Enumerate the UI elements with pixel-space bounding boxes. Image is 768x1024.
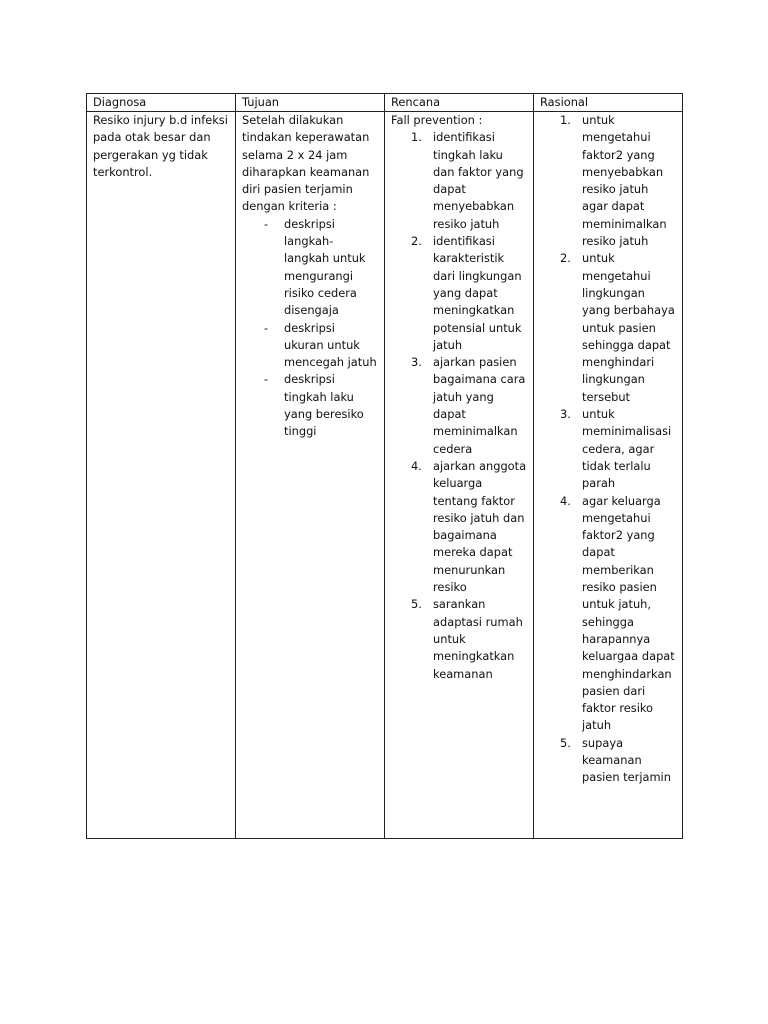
- item-number: 5.: [411, 597, 422, 612]
- dash-marker: -: [264, 372, 269, 387]
- item-number: 3.: [411, 355, 422, 370]
- header-rencana: Rencana: [385, 94, 534, 112]
- list-item: [242, 216, 378, 320]
- list-item: [540, 406, 676, 492]
- header-tujuan: Tujuan: [236, 94, 385, 112]
- table-row: [87, 112, 683, 839]
- list-item: [242, 320, 378, 372]
- cell-tujuan: [236, 112, 385, 839]
- item-number: 1.: [560, 113, 571, 127]
- criteria-text: deskripsi ukuran untuk mencegah jatuh: [284, 320, 377, 370]
- cell-diagnosa: [87, 112, 236, 839]
- dash-marker: -: [264, 216, 269, 231]
- tujuan-criteria-list: [242, 216, 378, 441]
- dash-marker: -: [264, 320, 269, 335]
- table-header-row: [87, 94, 683, 112]
- nursing-care-plan-table: [86, 93, 683, 839]
- list-item: [391, 458, 527, 596]
- rencana-list: [391, 129, 527, 683]
- item-text: untuk mengetahui lingkungan yang berbahaya untuk pasien sehingga dapat menghindari lingkungan tersebut: [582, 251, 675, 404]
- header-diagnosa: Diagnosa: [87, 94, 236, 112]
- item-text: sarankan adaptasi rumah untuk meningkatkan keamanan: [433, 597, 523, 681]
- item-number: 4.: [411, 458, 422, 473]
- list-item: [540, 735, 676, 787]
- item-text: agar keluarga mengetahui faktor2 yang dapat memberikan resiko pasien untuk jatuh, sehingga harapannya keluargaa dapat menghindarkan pasien dari faktor resiko jatuh: [582, 493, 675, 733]
- item-number: 2.: [411, 234, 422, 249]
- item-text: ajarkan anggota keluarga tentang faktor resiko jatuh dan bagaimana mereka dapat menurunkan resiko: [433, 458, 527, 595]
- item-text: identifikasi tingkah laku dan faktor yang dapat menyebabkan resiko jatuh: [433, 130, 524, 231]
- item-number: 5.: [560, 735, 571, 750]
- item-number: 1.: [411, 130, 422, 145]
- criteria-text: deskripsi tingkah laku yang beresiko tinggi: [284, 372, 364, 439]
- item-number: 2.: [560, 251, 571, 266]
- item-text: untuk meminimalisasi cedera, agar tidak terlalu parah: [582, 407, 672, 491]
- tujuan-intro: Setelah dilakukan tindakan keperawatan selama 2 x 24 jam diharapkan keamanan diri pasien terjamin dengan kriteria :: [242, 113, 370, 214]
- item-text: identifikasi karakteristik dari lingkungan yang dapat meningkatkan potensial untuk jatuh: [433, 234, 522, 352]
- item-text: ajarkan pasien bagaimana cara jatuh yang dapat meminimalkan cedera: [433, 355, 526, 456]
- rasional-list: [540, 112, 676, 787]
- item-text: untuk mengetahui faktor2 yang menyebabkan resiko jatuh agar dapat meminimalkan resiko jatuh: [582, 113, 667, 249]
- list-item: [540, 250, 676, 406]
- item-number: 3.: [560, 407, 571, 422]
- list-item: [540, 493, 676, 735]
- list-item: [242, 371, 378, 440]
- header-rasional: Rasional: [534, 94, 683, 112]
- list-item: [391, 596, 527, 682]
- rencana-heading: Fall prevention :: [391, 113, 483, 127]
- criteria-text: deskripsi langkah-langkah untuk mengurangi risiko cedera disengaja: [284, 216, 366, 318]
- diagnosa-text: Resiko injury b.d infeksi pada otak besar dan pergerakan yg tidak terkontrol.: [93, 113, 228, 179]
- cell-rasional: [534, 112, 683, 839]
- cell-rencana: [385, 112, 534, 839]
- list-item: [391, 354, 527, 458]
- list-item: [391, 233, 527, 354]
- item-text: supaya keamanan pasien terjamin: [582, 735, 671, 785]
- list-item: [391, 129, 527, 233]
- item-number: 4.: [560, 493, 571, 508]
- list-item: [540, 112, 676, 250]
